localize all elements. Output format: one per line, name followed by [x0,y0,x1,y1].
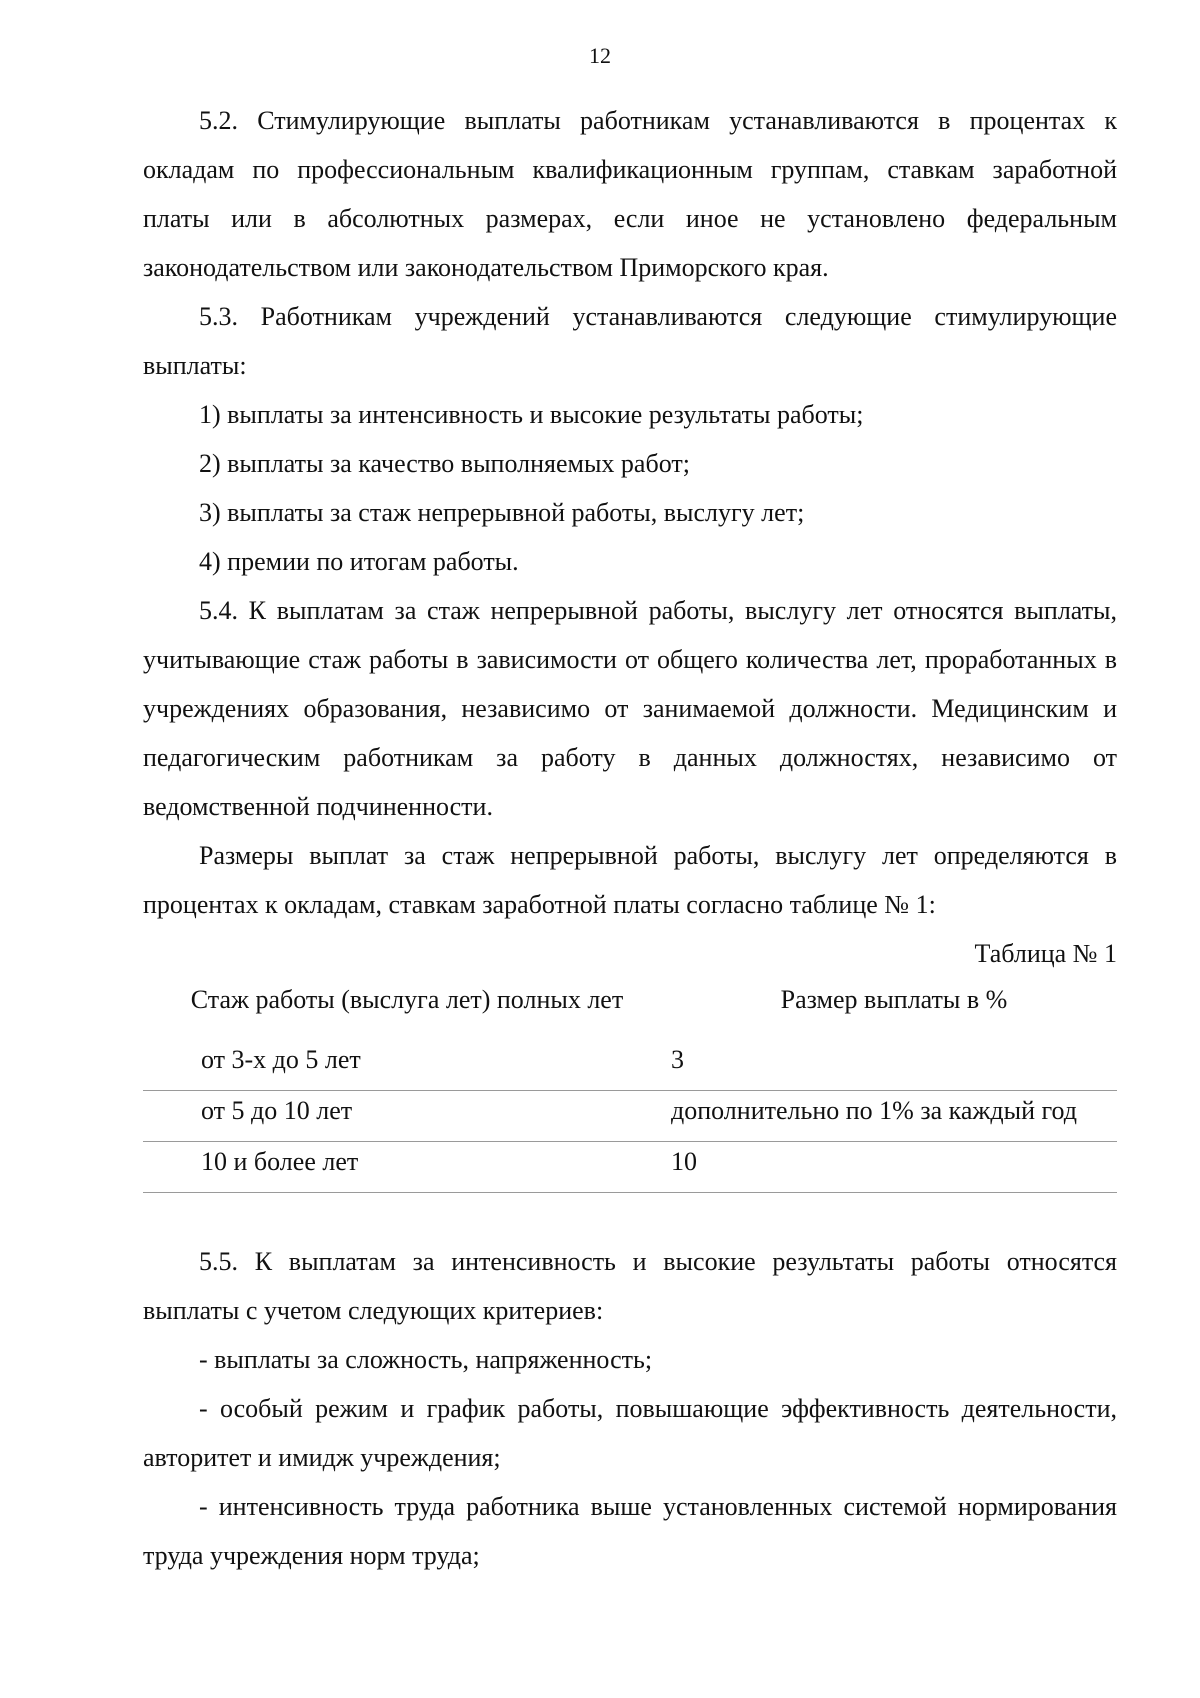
table-cell-seniority: от 3-х до 5 лет [143,1040,671,1091]
paragraph-5-3: 5.3. Работникам учреждений устанавливаются следующие стимулирующие выплаты: [143,302,1117,380]
table-cell-payment: 3 [671,1040,1117,1091]
table-caption: Таблица № 1 [974,939,1117,968]
table-cell-seniority: от 5 до 10 лет [143,1091,671,1142]
paragraph-5-4-sizes: Размеры выплат за стаж непрерывной работы, выслугу лет определяются в процентах к окладам, ставкам заработной платы согласно таблице № 1: [143,841,1117,919]
list-item-4: 4) премии по итогам работы. [199,547,519,576]
table-cell-payment: 10 [671,1142,1117,1193]
criterion-2: - особый режим и график работы, повышающие эффективность деятельности, авторитет и имидж учреждения; [143,1394,1117,1472]
seniority-payments-table [143,984,1117,1193]
table-row [143,1040,1117,1091]
list-item-1: 1) выплаты за интенсивность и высокие результаты работы; [199,400,864,429]
paragraph-5-2: 5.2. Стимулирующие выплаты работникам устанавливаются в процентах к окладам по профессиональным квалификационным группам, ставкам заработной платы или в абсолютных размерах, если иное не установлено федеральным законодательством или законодательством Приморского края. [143,106,1117,282]
table-cell-payment: дополнительно по 1% за каждый год [671,1091,1117,1142]
table-row [143,1142,1117,1193]
criterion-3: - интенсивность труда работника выше установленных системой нормирования труда учреждения норм труда; [143,1492,1117,1570]
table-header-row [143,984,1117,1040]
list-item-3: 3) выплаты за стаж непрерывной работы, выслугу лет; [199,498,805,527]
table-spacer [143,1193,1117,1237]
table-row [143,1091,1117,1142]
table-header-payment: Размер выплаты в % [780,985,1008,1014]
paragraph-5-5: 5.5. К выплатам за интенсивность и высокие результаты работы относятся выплаты с учетом следующих критериев: [143,1247,1117,1325]
table-header-seniority: Стаж работы (выслуга лет) полных лет [190,985,624,1014]
paragraph-5-4: 5.4. К выплатам за стаж непрерывной работы, выслугу лет относятся выплаты, учитывающие стаж работы в зависимости от общего количества лет, проработанных в учреждениях образования, независимо от занимаемой должности. Медицинским и педагогическим работникам за работу в данных должностях, независимо от ведомственной подчиненности. [143,596,1117,821]
page-number: 12 [589,43,611,68]
table-cell-seniority: 10 и более лет [143,1142,671,1193]
document-body [143,96,1117,1580]
list-item-2: 2) выплаты за качество выполняемых работ; [199,449,690,478]
criterion-1: - выплаты за сложность, напряженность; [199,1345,653,1374]
